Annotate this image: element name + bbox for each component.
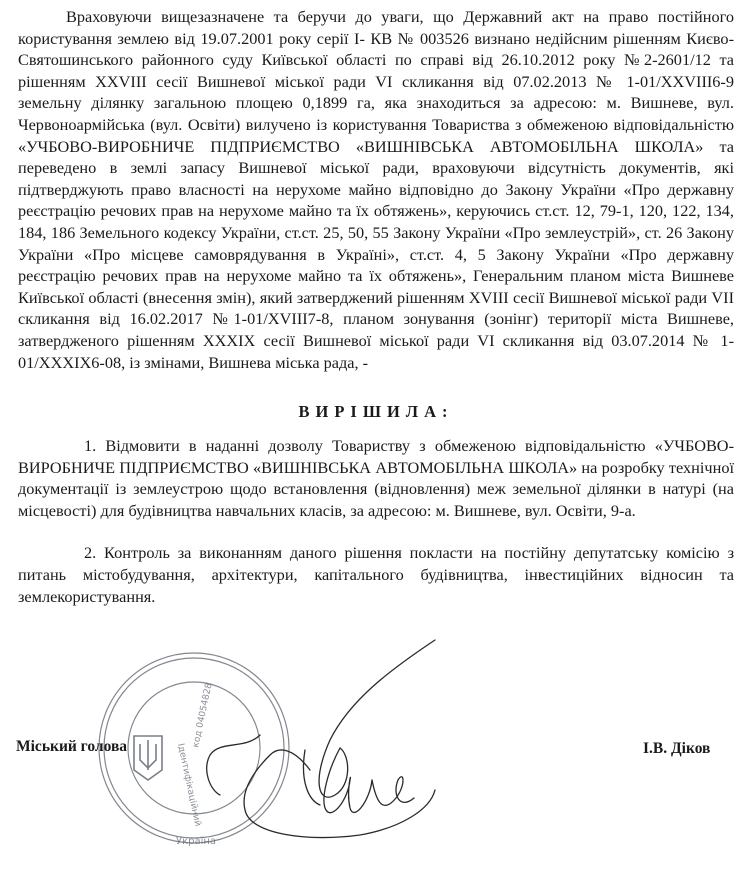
svg-text:код 04054828: код 04054828: [191, 682, 215, 749]
signatory-position: Міський голова: [16, 738, 128, 755]
svg-text:Україна: Україна: [176, 836, 217, 847]
document-body: [18, 6, 734, 607]
handwritten-signature: [200, 630, 460, 845]
decision-heading: ВИРІШИЛА:: [298, 402, 454, 422]
preamble-paragraph: Враховуючи вищезазначене та беручи до уваги, що Державний акт на право постійного користування землею від 19.07.2001 року серії І- КВ № 003526 визнано недійсним рішенням Києво-Святошинського районного суду Київської області по справі від 26.10.2012 року №2-2601/12 та рішенням XXVIII сесії Вишневої міської ради VI скликання від 07.02.2013 № 1-01/XXVIII6-9 земельну ділянку загальною площею 0,1899 га, яка знаходиться за адресою: м. Вишневе, вул. Червоноармійська (вул. Освіти) вилучено із користування Товариства з обмеженою відповідальністю «УЧБОВО-ВИРОБНИЧЕ ПІДПРИЄМСТВО «ВИШНІВСЬКА АВТОМОБІЛЬНА ШКОЛА» та переведено в землі запасу Вишневої міської ради, враховуючи відсутність документів, які підтверджують право власності на нерухоме майно відповідно до Закону України «Про державну реєстрацію речових прав на нерухоме майно та їх обтяжень», керуючись ст.ст. 12, 79-1, 120, 122, 134, 184, 186 Земельного кодексу України, ст.ст. 25, 50, 55 Закону України «Про землеустрій», ст. 26 Закону України «Про місцеве самоврядування в Україні», ст.ст. 4, 5 Закону України «Про державну реєстрацію речових прав на нерухоме майно та їх обтяжень», Генеральним планом міста Вишневе Київської області (внесення змін), який затверджений рішенням XVIII сесії Вишневої міської ради VII скликання від 16.02.2017 №1-01/XVIII7-8, планом зонування (зонінг) території міста Вишневе, затвердженого рішенням XXXIX сесії Вишневої міської ради VI скликання від 03.07.2014 № 1-01/XXXIX6-08, із змінами, Вишнева міська рада, -: [18, 7, 734, 372]
trident-icon: [134, 736, 162, 780]
decision-item-2: 2. Контроль за виконанням даного рішення покласти на постійну депутатську комісію з питань містобудування, архітектури, капітального будівництва, інвестиційних відносин та землекористування.: [18, 543, 734, 606]
decision-item-1: 1. Відмовити в наданні дозволу Товариству з обмеженою відповідальністю «УЧБОВО-ВИРОБНИЧЕ ПІДПРИЄМСТВО «ВИШНІВСЬКА АВТОМОБІЛЬНА ШКОЛА» на розробку технічної документації із землеустрою щодо встановлення (відновлення) меж земельної ділянки в натурі (на місцевості) для будівництва навчальних класів, за адресою: м. Вишневе, вул. Освіти, 9-а.: [18, 436, 734, 520]
svg-text:Ідентифікаційний: Ідентифікаційний: [175, 742, 203, 828]
signatory-name: І.В. Діков: [643, 740, 711, 757]
